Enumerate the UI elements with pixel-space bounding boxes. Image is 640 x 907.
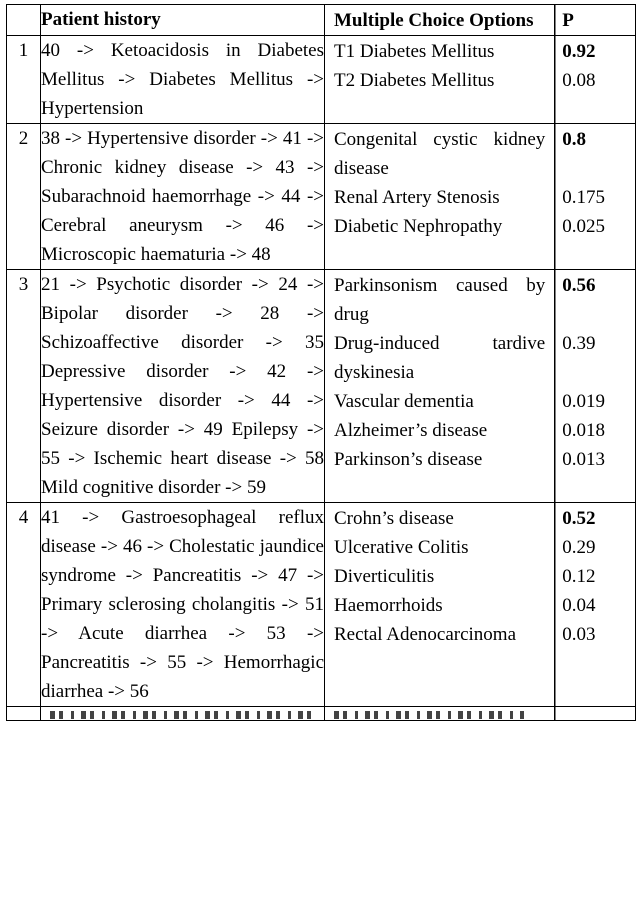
option-label: Parkinsonism caused by drug (334, 275, 546, 325)
option-row (325, 271, 635, 329)
patient-history-text: 21 -> Psychotic disorder -> 24 -> Bipolar disorder -> 28 -> Schizoaffective disorder -> 35 Depressive disorder -> 42 -> Hypertensive disorder -> 44 -> Seizure disorder -> 49 Epilepsy -> 55 -> Ischemic heart disease -> 58 Mild cognitive disorder -> 59 (41, 270, 325, 503)
options-list (325, 503, 635, 649)
option-row (325, 329, 635, 387)
options-list (325, 124, 635, 241)
patient-history-text: 38 -> Hypertensive disorder -> 41 -> Chronic kidney disease -> 43 -> Subarachnoid haemorrhage -> 44 -> Cerebral aneurysm -> 46 -> Microscopic haematuria -> 48 (41, 124, 325, 270)
option-row (325, 416, 635, 445)
option-probability: 0.04 (562, 595, 596, 616)
option-probability: 0.025 (562, 216, 605, 237)
table-body (7, 36, 636, 721)
option-row (325, 591, 635, 620)
header-multiple-choice-options: Multiple Choice Options (334, 10, 534, 31)
clipped-history-text-top (41, 707, 325, 721)
option-label: Vascular dementia (334, 391, 474, 412)
header-options-and-p-cell (325, 5, 636, 36)
option-label: Alzheimer’s disease (334, 420, 488, 441)
row-index: 2 (7, 124, 41, 270)
options-and-p-cell (325, 36, 636, 124)
option-row (325, 620, 635, 649)
header-probability: P (562, 10, 574, 31)
clipped-options-text-top (325, 707, 636, 721)
patient-history-text: 41 -> Gastroesophageal reflux disease -> 46 -> Cholestatic jaundice syndrome -> Pancreatitis -> 47 -> Primary sclerosing cholangitis -> 51 -> Acute diarrhea -> 53 -> Pancreatitis -> 55 -> Hemorrhagic diarrhea -> 56 (41, 503, 325, 707)
header-patient-history: Patient history (41, 5, 325, 36)
options-and-p-cell (325, 124, 636, 270)
header-index-cell (7, 5, 41, 36)
row-index: 1 (7, 36, 41, 124)
option-probability: 0.019 (562, 391, 605, 412)
option-probability: 0.013 (562, 449, 605, 470)
table-row (7, 124, 636, 270)
option-label: Congenital cystic kidney disease (334, 129, 546, 179)
option-label: Crohn’s disease (334, 508, 454, 529)
option-row (325, 504, 635, 533)
clipped-row (7, 707, 636, 721)
option-probability: 0.175 (562, 187, 605, 208)
option-probability: 0.39 (562, 333, 596, 354)
option-probability: 0.018 (562, 420, 605, 441)
option-probability: 0.52 (562, 508, 596, 529)
header-options-p-wrap (325, 5, 635, 35)
option-probability: 0.03 (562, 624, 596, 645)
option-label: Diabetic Nephropathy (334, 216, 503, 237)
option-label: Parkinson’s disease (334, 449, 483, 470)
options-and-p-cell (325, 270, 636, 503)
patient-history-table (6, 4, 636, 721)
option-probability: 0.8 (562, 129, 586, 150)
table-row (7, 503, 636, 707)
option-probability: 0.56 (562, 275, 596, 296)
clipped-glyph-tops (334, 711, 524, 719)
options-list (325, 36, 635, 95)
option-row (325, 212, 635, 241)
option-label: Renal Artery Stenosis (334, 187, 500, 208)
header-row (7, 5, 636, 36)
options-list (325, 270, 635, 474)
row-index: 4 (7, 503, 41, 707)
option-label: Diverticulitis (334, 566, 435, 587)
row-index: 3 (7, 270, 41, 503)
table-row (7, 270, 636, 503)
option-row (325, 66, 635, 95)
table-row (7, 36, 636, 124)
option-row (325, 562, 635, 591)
option-label: Ulcerative Colitis (334, 537, 469, 558)
option-probability: 0.29 (562, 537, 596, 558)
option-probability: 0.92 (562, 41, 596, 62)
option-row (325, 183, 635, 212)
option-row (325, 125, 635, 183)
clipped-glyph-tops (50, 711, 315, 719)
option-label: Haemorrhoids (334, 595, 443, 616)
option-probability: 0.12 (562, 566, 596, 587)
table-header (7, 5, 636, 36)
option-label: Drug-induced tardive dyskinesia (334, 333, 546, 383)
option-probability: 0.08 (562, 70, 596, 91)
patient-history-text: 40 -> Ketoacidosis in Diabetes Mellitus -> Diabetes Mellitus -> Hypertension (41, 36, 325, 124)
option-label: Rectal Adenocarcinoma (334, 624, 517, 645)
option-row (325, 533, 635, 562)
clipped-row-index (7, 707, 41, 721)
option-label: T2 Diabetes Mellitus (334, 70, 495, 91)
option-row (325, 445, 635, 474)
options-and-p-cell (325, 503, 636, 707)
option-row (325, 387, 635, 416)
option-row (325, 37, 635, 66)
option-label: T1 Diabetes Mellitus (334, 41, 495, 62)
